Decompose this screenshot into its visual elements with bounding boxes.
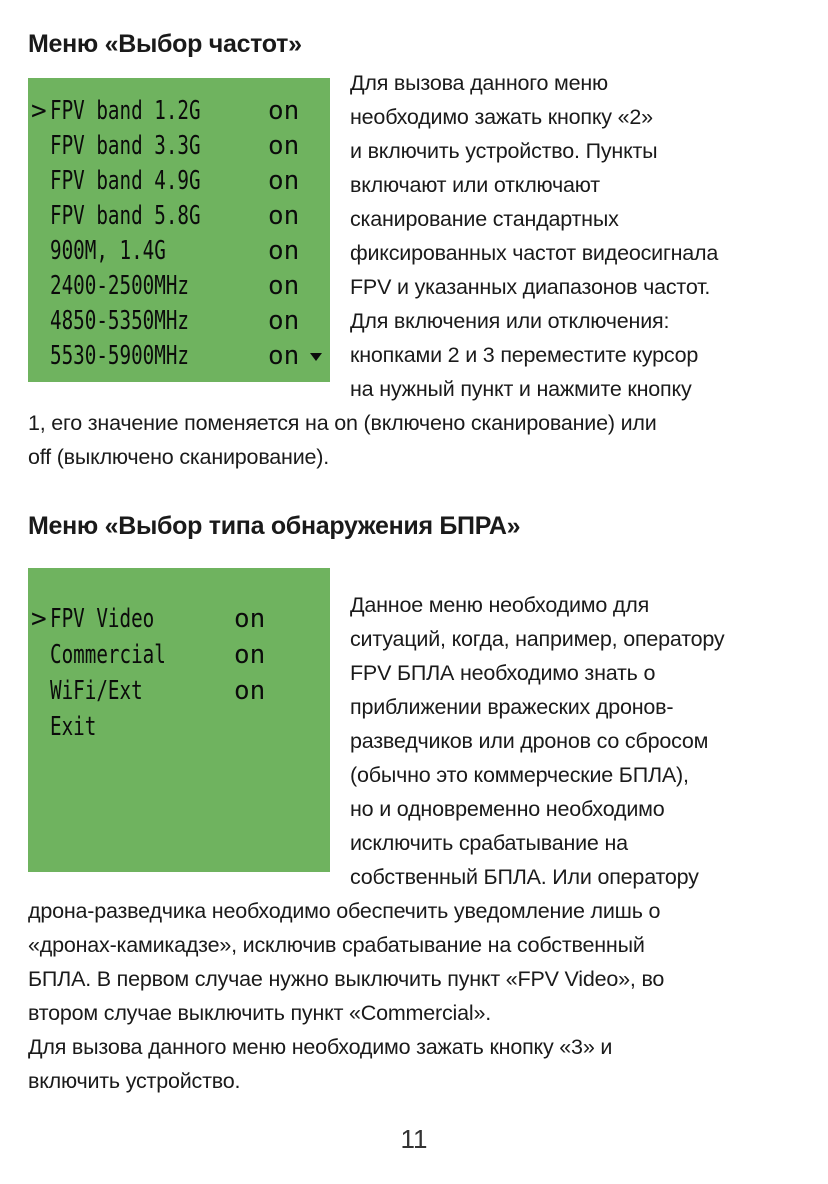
menu-item-state: on bbox=[268, 131, 300, 161]
text-line: БПЛА. В первом случае нужно выключить пункт «FPV Video», во bbox=[28, 967, 665, 991]
menu-row bbox=[28, 674, 330, 708]
menu-item-label: FPV band 1.2G bbox=[50, 96, 201, 126]
text-line: втором случае выключить пункт «Commercial». bbox=[28, 1001, 491, 1025]
menu-row bbox=[28, 269, 330, 303]
frequency-menu-display bbox=[28, 78, 330, 382]
menu-item-label: 4850-5350MHz bbox=[50, 306, 190, 336]
menu-row bbox=[28, 199, 330, 233]
menu-item-label: FPV band 3.3G bbox=[50, 131, 201, 161]
menu-item-label: Commercial bbox=[50, 640, 166, 670]
menu-item-state: on bbox=[268, 201, 300, 231]
text-line: FPV и указанных диапазонов частот. bbox=[350, 275, 711, 299]
menu-item-label: 5530-5900MHz bbox=[50, 341, 190, 371]
text-line: разведчиков или дронов со сбросом bbox=[350, 729, 709, 753]
menu-row bbox=[28, 710, 330, 744]
menu-item-state: on bbox=[234, 604, 266, 634]
menu-item-state: on bbox=[268, 166, 300, 196]
text-line: приближении вражеских дронов- bbox=[350, 695, 674, 719]
text-line: на нужный пункт и нажмите кнопку bbox=[350, 377, 692, 401]
menu-item-state: on bbox=[234, 676, 266, 706]
menu-row bbox=[28, 602, 330, 636]
menu-cursor: > bbox=[31, 96, 47, 126]
menu-row bbox=[28, 339, 330, 373]
section2-heading: Меню «Выбор типа обнаружения БПРА» bbox=[28, 512, 521, 540]
menu-row bbox=[28, 638, 330, 672]
text-line: фиксированных частот видеосигнала bbox=[350, 241, 719, 265]
menu-item-state: on bbox=[268, 306, 300, 336]
menu-item-label: 900M, 1.4G bbox=[50, 236, 166, 266]
text-line: Для вызова данного меню необходимо зажать кнопку «3» и bbox=[28, 1035, 613, 1059]
menu-item-state: on bbox=[234, 640, 266, 670]
text-line: но и одновременно необходимо bbox=[350, 797, 665, 821]
menu-item-state: on bbox=[268, 236, 300, 266]
menu-row bbox=[28, 94, 330, 128]
text-line: кнопками 2 и 3 переместите курсор bbox=[350, 343, 699, 367]
page-number: 11 bbox=[400, 1124, 428, 1154]
text-line: дрона-разведчика необходимо обеспечить уведомление лишь о bbox=[28, 899, 661, 923]
menu-row bbox=[28, 164, 330, 198]
text-line: и включить устройство. Пункты bbox=[350, 139, 658, 163]
menu-item-label: FPV Video bbox=[50, 604, 155, 634]
text-line: Для вызова данного меню bbox=[350, 71, 608, 95]
menu-item-label: FPV band 5.8G bbox=[50, 201, 201, 231]
text-line: ситуаций, когда, например, оператору bbox=[350, 627, 725, 651]
text-line: off (выключено сканирование). bbox=[28, 445, 330, 469]
menu-item-state: on bbox=[268, 341, 300, 371]
text-line: необходимо зажать кнопку «2» bbox=[350, 105, 653, 129]
text-line: включить устройство. bbox=[28, 1069, 241, 1093]
text-line: (обычно это коммерческие БПЛА), bbox=[350, 763, 689, 787]
menu-item-state: on bbox=[268, 271, 300, 301]
down-triangle-icon bbox=[310, 353, 322, 361]
menu-item-label: FPV band 4.9G bbox=[50, 166, 201, 196]
menu-row bbox=[28, 129, 330, 163]
text-line: Для включения или отключения: bbox=[350, 309, 670, 333]
text-line: FPV БПЛА необходимо знать о bbox=[350, 661, 656, 685]
text-line: «дронах-камикадзе», исключив срабатывание на собственный bbox=[28, 933, 645, 957]
menu-item-label: 2400-2500MHz bbox=[50, 271, 190, 301]
menu-row bbox=[28, 304, 330, 338]
section1-heading: Меню «Выбор частот» bbox=[28, 30, 302, 58]
menu-item-label: WiFi/Ext bbox=[50, 676, 143, 706]
text-line: включают или отключают bbox=[350, 173, 600, 197]
text-line: исключить срабатывание на bbox=[350, 831, 628, 855]
menu-row bbox=[28, 234, 330, 268]
detection-type-menu-display bbox=[28, 568, 330, 872]
text-line: 1, его значение поменяется на on (включено сканирование) или bbox=[28, 411, 657, 435]
menu-item-state: on bbox=[268, 96, 300, 126]
menu-cursor: > bbox=[31, 604, 47, 634]
text-line: собственный БПЛА. Или оператору bbox=[350, 865, 699, 889]
text-line: сканирование стандартных bbox=[350, 207, 619, 231]
menu-item-label: Exit bbox=[50, 712, 97, 742]
text-line: Данное меню необходимо для bbox=[350, 593, 650, 617]
